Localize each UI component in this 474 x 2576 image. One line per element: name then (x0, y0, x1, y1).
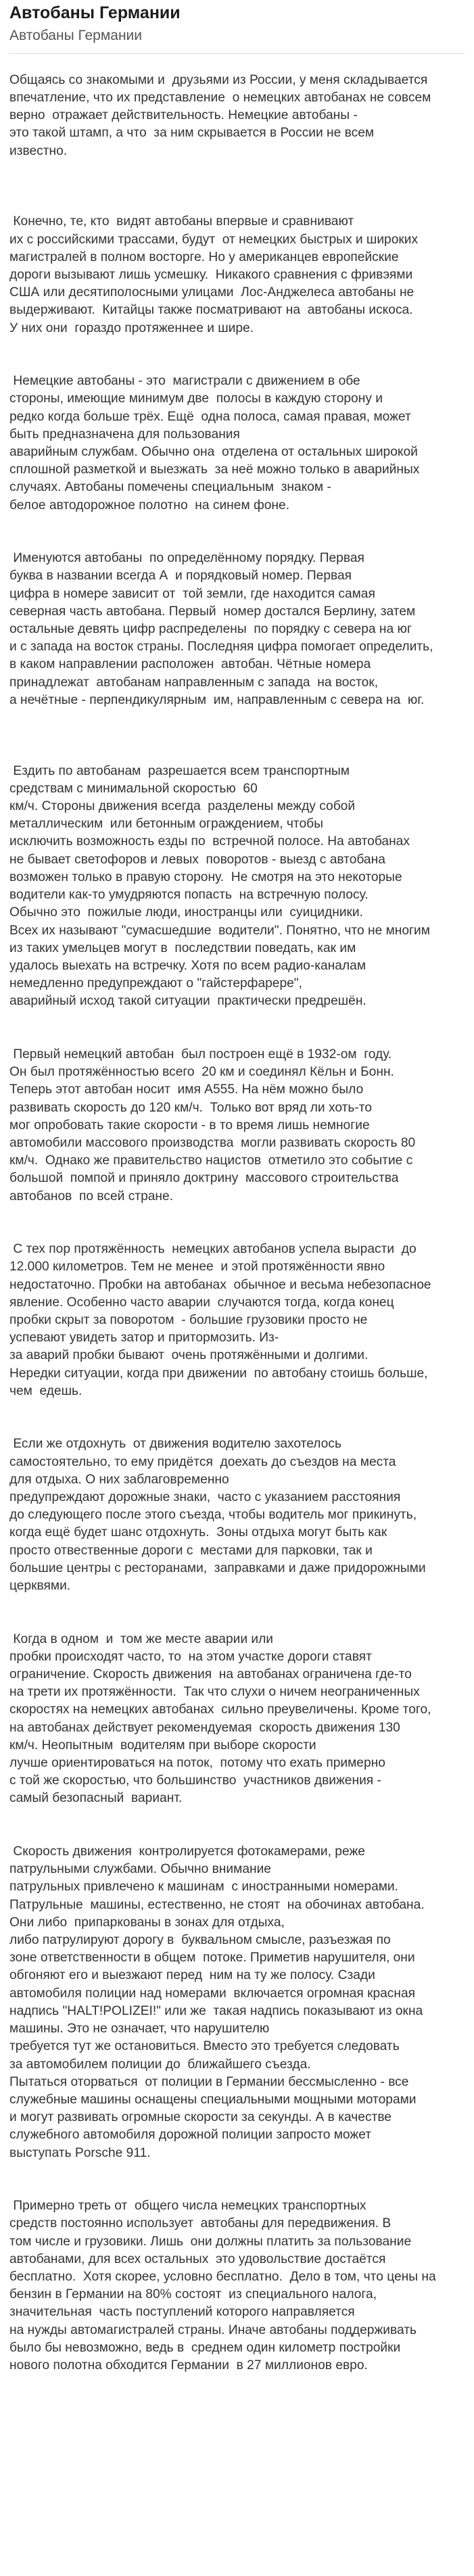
page-title: Автобаны Германии (9, 3, 181, 22)
article-body: Общаясь со знакомыми и друзьями из России, у меня складывается впечатление, что их представление о немецких автобанах не совсем верно отражает действительность. Немецкие автобаны - это такой штамп, а что за ним скрывается в России не всем известно. Конечно, те, кто видят автобаны впервые и сравнивают их с российскими трассами, будут от немецких быстрых и широких магистралей в полном восторге. Но у американцев европейские дороги вызывают лишь усмешку. Никакого сравнения с фривэями США или десятиполосными улицами Лос-Анджелеса автобаны не выдерживают. Китайцы также посматривают на автобаны искоса. У них они гораздо протяженнее и шире. Немецкие автобаны - это магистрали с движением в обе стороны, имеющие минимум две полосы в каждую сторону и редко когда больше трёх. Ещё одна полоса, самая правая, может быть предназначена для пользования аварийным службам. Обычно она отделена от остальных широкой сплошной разметкой и выезжать за неё можно только в аварийных случаях. Автобаны помечены специальным знаком - белое автодорожное полотно на синем фоне. Именуются автобаны по определённому порядку. Первая буква в названии всегда А и порядковый номер. Первая цифра в номере зависит от той земли, где находится самая северная часть автобана. Первый номер достался Берлину, затем остальные девять цифр распределены по порядку с севера на юг и с запада на восток страны. Последняя цифра помогает определить, в каком направлении расположен автобан. Чётные номера принадлежат автобанам направленным с запада на восток, а нечётные - перпендикулярным им, направленным с севера на юг. Ездить по автобанам разрешается всем транспортным средствам с минимальной скоростью 60 км/ч. Стороны движения всегда разделены между собой металлическим или бетонным ограждением, чтобы исключить возможность езды по встречной полосе. На автобанах не бывает светофоров и левых поворотов - выезд с автобана возможен только в правую сторону. Не смотря на это некоторые водители как-то умудряются попасть на встречную полосу. Обычно это пожилые люди, иностранцы или суицидники. Всех их называют "сумасшедшие водители". Понятно, что не многим из таких умельцев могут в последствии поведать, как им удалось выехать на встречку. Хотя по всем радио-каналам немедленно предупреждают о "гайстерфарере", аварийный исход такой ситуации практически предрешён. Первый немецкий автобан был построен ещё в 1932-ом году. Он был протяжённостью всего 20 км и соединял Кёльн и Бонн. Теперь этот автобан носит имя А555. На нём можно было развивать скорость до 120 км/ч. Только вот вряд ли хоть-то мог опробовать такие скорости - в то время лишь немногие автомобили массового производства могли развивать скорость 80 км/ч. Однако же правительство нацистов отметило это событие с большой помпой и приняло доктрину массового строительства автобанов по всей стране. С тех пор протяжённость немецких автобанов успела вырасти до 12.000 километров. Тем не менее и этой протяжённости явно недостаточно. Пробки на автобанах обычное и весьма небезопасное явление. Особенно часто аварии случаются тогда, когда конец пробки скрыт за поворотом - большие грузовики просто не успевают увидеть затор и притормозить. Из- за аварий пробки бывают очень протяжёнными и долгими. Нередки ситуации, когда при движении по автобану стоишь больше, чем едешь. Если же отдохнуть от движения водителю захотелось самостоятельно, то ему придётся доехать до съездов на места для отдыха. О них заблаговременно предупреждают дорожные знаки, часто с указанием расстояния до следующего после этого съезда, чтобы водитель мог прикинуть, когда ещё будет шанс отдохнуть. Зоны отдыха могут быть как просто отвественные дороги с местами для парковки, так и большие центры с ресторанами, заправками и даже придорожными церквями. Когда в одном и том же месте аварии или пробки происходят часто, то на этом участке дороги ставят ограничение. Скорость движения на автобанах ограничена где-то на трети их протяжённости. Так что слухи о ничем неограниченных скоростях на немецких автобанах сильно преувеличены. Кроме того, на автобанах действует рекомендуемая скорость движения 130 км/ч. Неопытным водителям при выборе скорости лучше ориентироваться на поток, потому что ехать примерно с той же скоростью, что большинство участников движения - самый безопасный вариант. Скорость движения контролируется фотокамерами, реже патрульными службами. Обычно внимание патрульных привлечено к машинам с иностранными номерами. Патрульные машины, естественно, не стоят на обочинах автобана. Они либо припаркованы в зонах для отдыха, либо патрулируют дорогу в буквальном смысле, разъезжая по зоне ответственности в общем потоке. Приметив нарушителя, они обгоняют его и выезжают перед ним на ту же полосу. Сзади автомобиля полиции над номерами включается огромная красная надпись "HALT!POLIZEI!" или же такая надпись показывают из окна машины. Это не означает, что нарушителю требуется тут же остановиться. Вместо это требуется следовать за автомобилем полиции до ближайшего съезда. Пытаться оторваться от полиции в Германии бессмысленно - все служебные машины оснащены специальными мощными моторами и могут развивать огромные скорости за секунды. А в качестве служебного автомобиля дорожной полиции запросто может выступать Porsche 911. Примерно треть от общего числа немецких транспортных средств постоянно использует автобаны для передвижения. В том числе и грузовики. Лишь они должны платить за пользование автобанами, для всех остальных это удовольствие достаётся бесплатно. Хотя скорее, условно бесплатно. Дело в том, что цены на бензин в Германии на 80% состоят из специального налога, значительная часть поступлений которого направляется на нужды автомагистралей страны. Иначе автобаны поддерживать было бы невозможно, ведь в среднем один километр постройки нового полотна обходится Германии в 27 миллионов евро. (9, 72, 436, 2372)
page-subtitle: Автобаны Германии (9, 28, 143, 44)
